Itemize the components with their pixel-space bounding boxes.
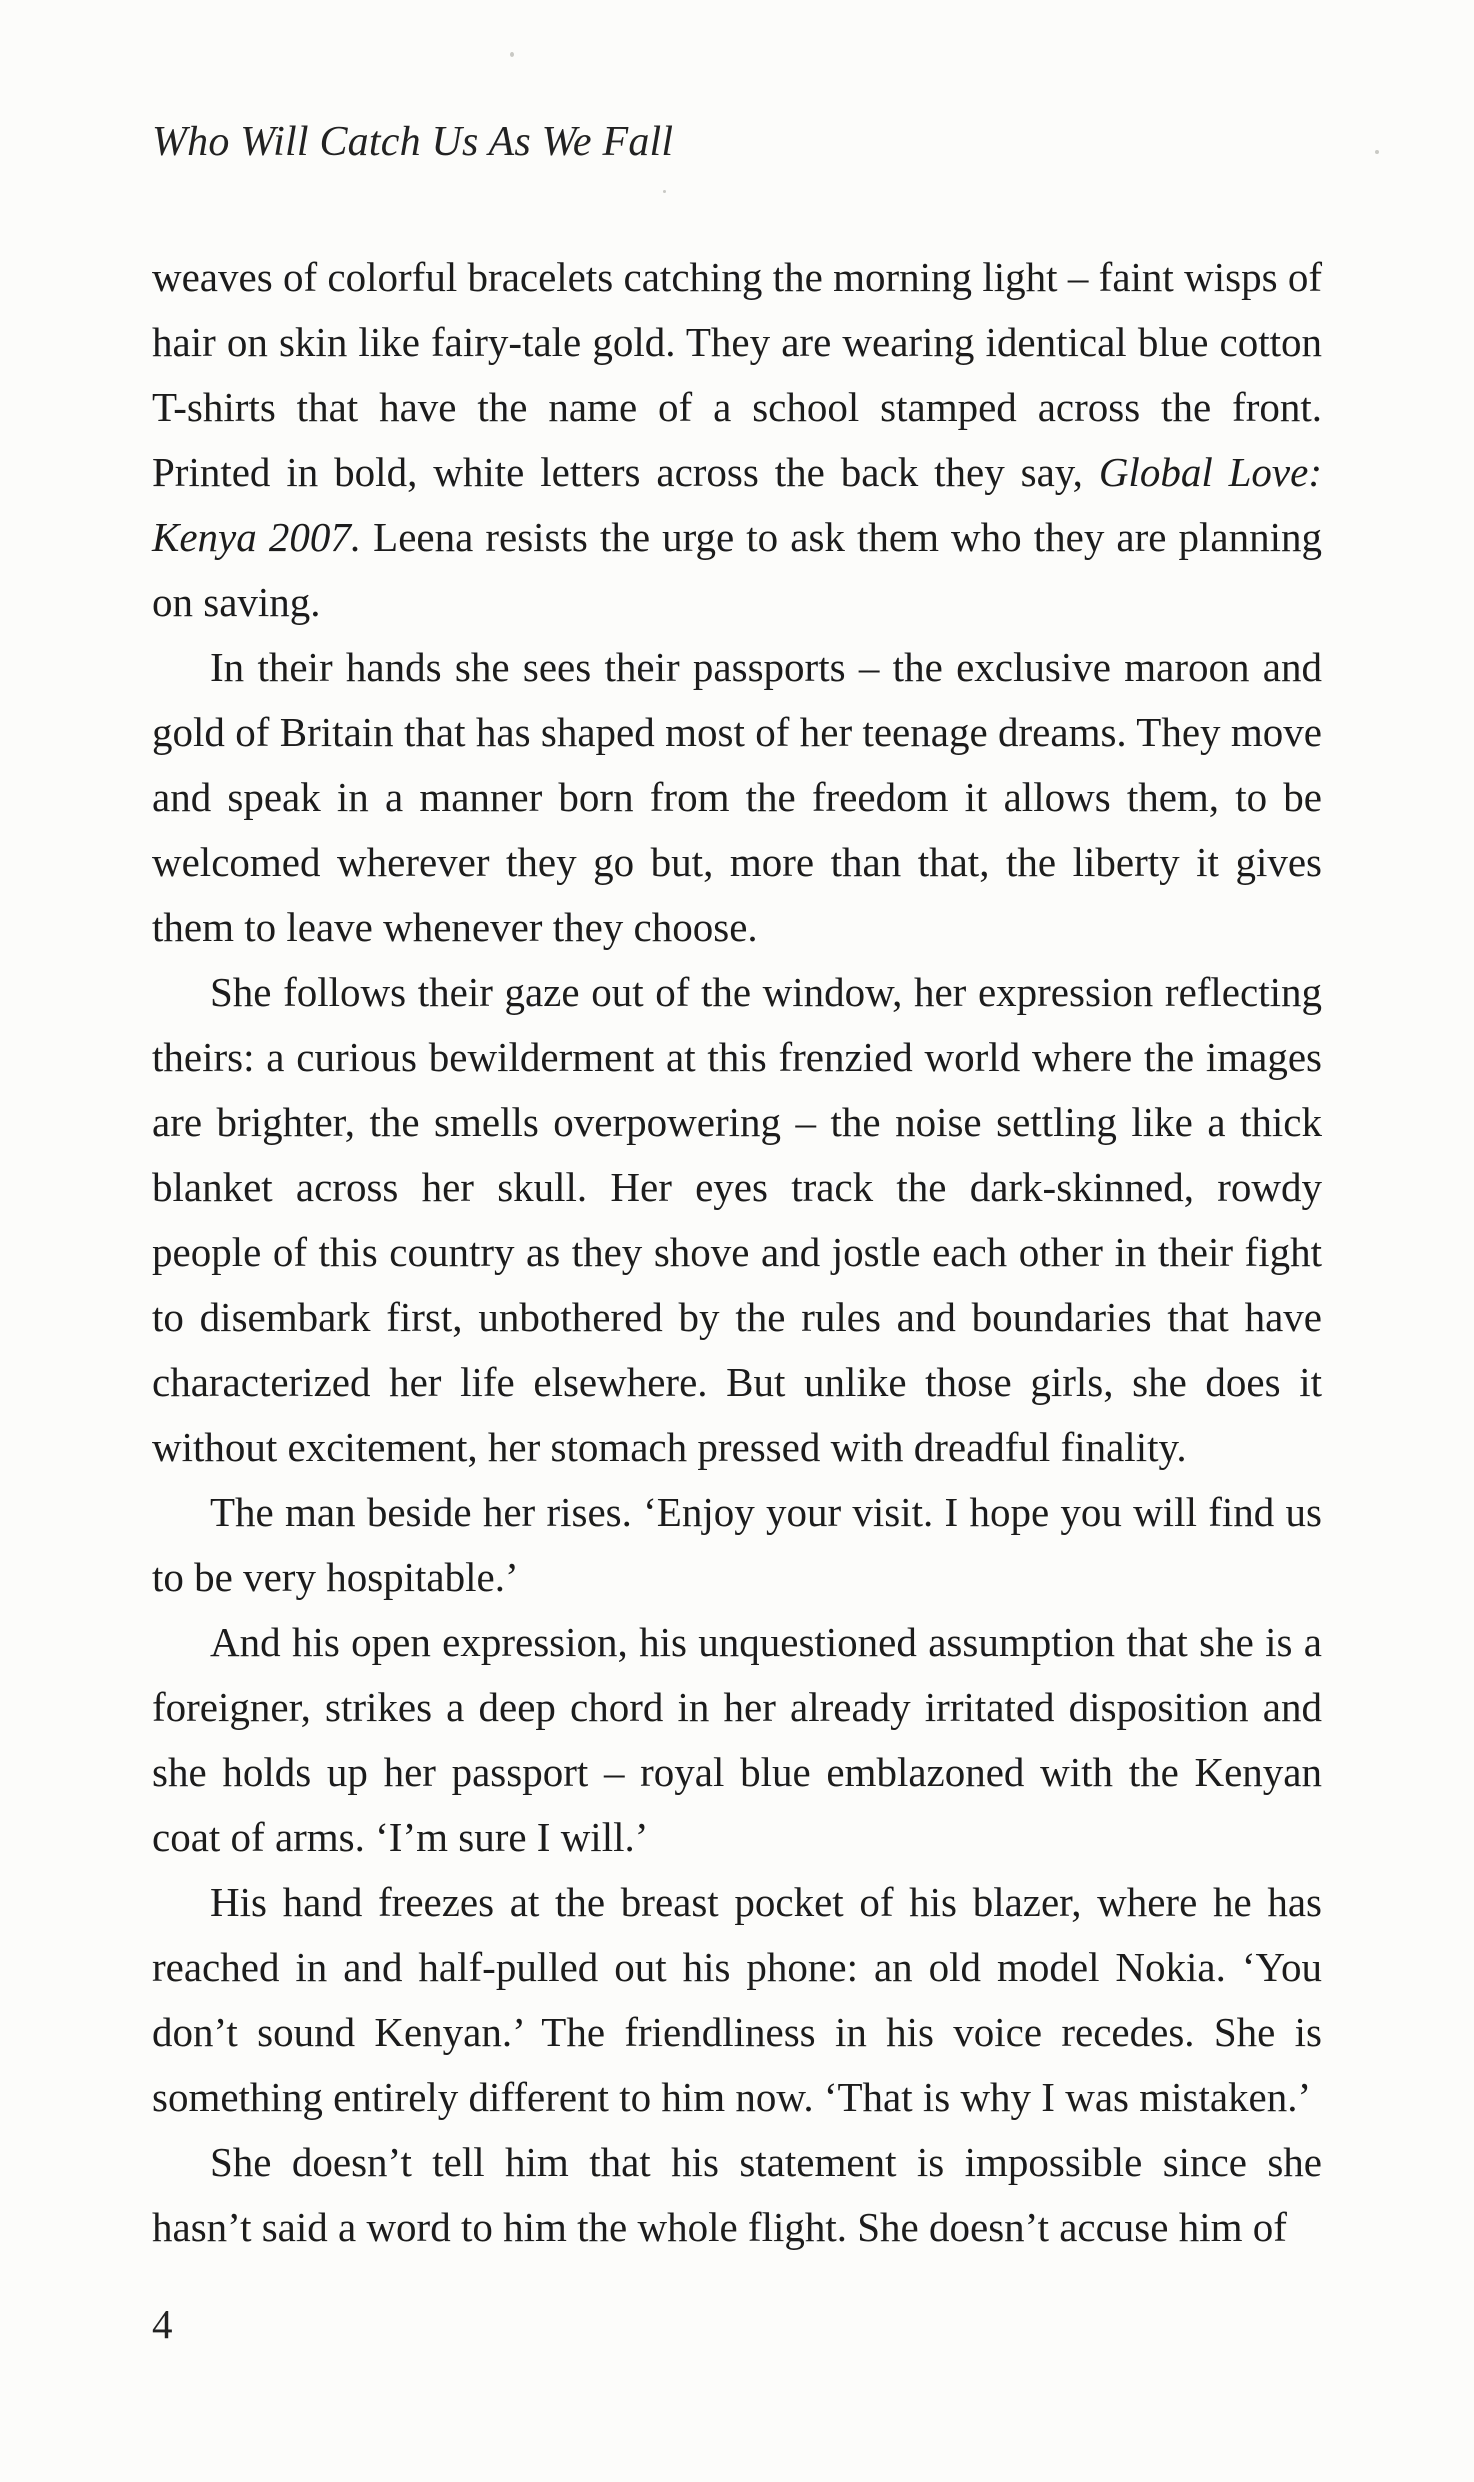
- scan-speck: [663, 190, 666, 193]
- text-run: She follows their gaze out of the window, her expression reflecting theirs: a curious bewilderment at this frenzied world where the images are brighter, the smells overpowering – the noise settling like a thick blanket across her skull. Her eyes track the dark-skinned, rowdy people of this country as they shove and jostle each other in their fight to disembark first, unbothered by the rules and boundaries that have characterized her life elsewhere. But unlike those girls, she does it without excitement, her stomach pressed with dreadful finality.: [152, 969, 1322, 1470]
- scan-speck: [510, 52, 514, 57]
- running-head: Who Will Catch Us As We Fall: [152, 119, 674, 165]
- text-run: The man beside her rises. ‘Enjoy your visit. I hope you will find us to be very hospitable.’: [152, 1489, 1322, 1600]
- paragraph: [152, 1610, 1322, 1870]
- paragraph: [152, 245, 1322, 635]
- paragraph: [152, 635, 1322, 960]
- text-run: weaves of colorful bracelets catching the morning light – faint wisps of hair on skin like fairy-tale gold. They are wearing identical blue cotton T-shirts that have the name of a school stamped across the front. Printed in bold, white letters across the back they say,: [152, 254, 1322, 495]
- paragraph: [152, 1870, 1322, 2130]
- body-text: [152, 245, 1322, 2260]
- paragraph: [152, 960, 1322, 1480]
- text-run: His hand freezes at the breast pocket of his blazer, where he has reached in and half-pulled out his phone: an old model Nokia. ‘You don’t sound Kenyan.’ The friendliness in his voice recedes. She is something entirely different to him now. ‘That is why I was mistaken.’: [152, 1879, 1322, 2120]
- italic-text: Global Love: Kenya 2007.: [152, 449, 1322, 560]
- page-number: 4: [152, 2301, 173, 2347]
- text-run: Leena resists the urge to ask them who they are planning on saving.: [152, 514, 1322, 625]
- scan-speck: [1375, 150, 1379, 154]
- paragraph: [152, 2130, 1322, 2260]
- text-run: In their hands she sees their passports – the exclusive maroon and gold of Britain that has shaped most of her teenage dreams. They move and speak in a manner born from the freedom it allows them, to be welcomed wherever they go but, more than that, the liberty it gives them to leave whenever they choose.: [152, 644, 1322, 950]
- text-run: And his open expression, his unquestioned assumption that she is a foreigner, strikes a deep chord in her already irritated disposition and she holds up her passport – royal blue emblazoned with the Kenyan coat of arms. ‘I’m sure I will.’: [152, 1619, 1322, 1860]
- paragraph: [152, 1480, 1322, 1610]
- text-run: She doesn’t tell him that his statement is impossible since she hasn’t said a word to him the whole flight. She doesn’t accuse him of: [152, 2139, 1322, 2250]
